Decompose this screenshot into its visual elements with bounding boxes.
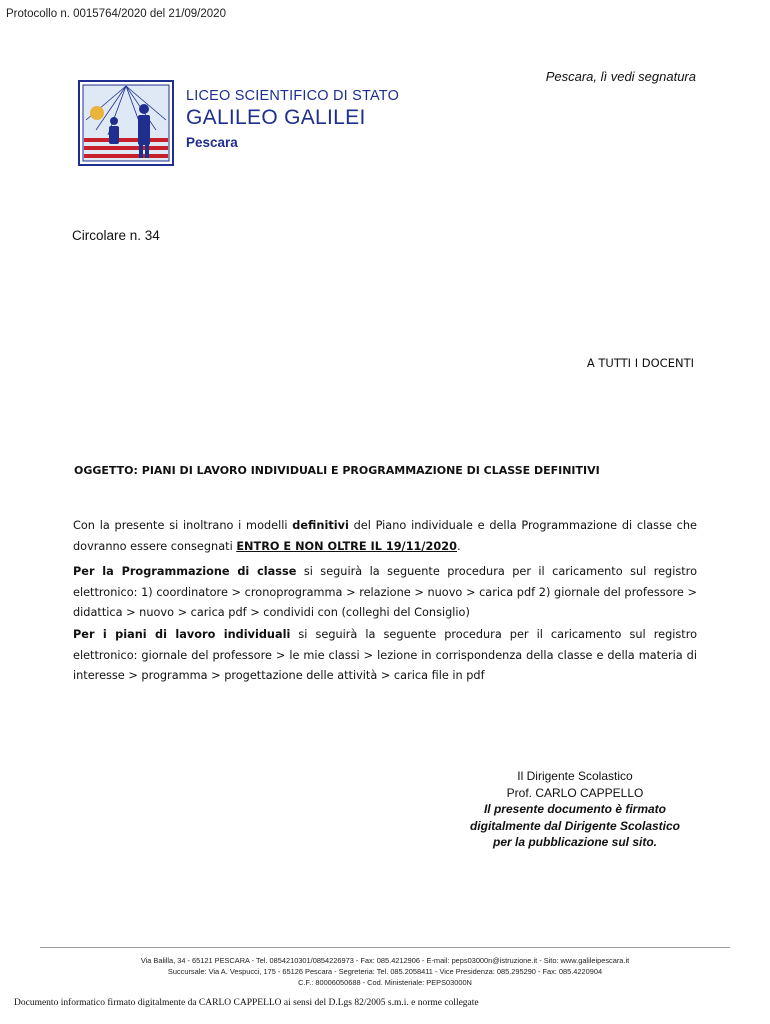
footer	[40, 955, 730, 988]
signature-note-3: per la pubblicazione sul sito.	[492, 835, 658, 849]
recipients: A TUTTI I DOCENTI	[586, 356, 694, 370]
school-crest-icon	[78, 80, 174, 166]
paragraph-individual-plans	[73, 625, 697, 687]
digital-signature-note: Documento informatico firmato digitalmente da CARLO CAPPELLO ai sensi del D.Lgs 82/2005 s.m.i. e norme collegate	[14, 998, 479, 1008]
signature-block	[455, 768, 695, 851]
school-city: Pescara	[186, 135, 238, 150]
footer-line-3: C.F.: 80006050688 - Cod. Ministeriale: PEPS03000N	[298, 978, 472, 987]
p2-text: si seguirà la seguente procedura per il caricamento sul registro elettronico: 1) coordinatore > cronoprogramma > relazione > nuovo > carica pdf 2) giornale del professore > didattica > nuovo > carica pdf > condividi con (colleghi del Consiglio)	[73, 565, 697, 619]
footer-line-2: Succursale: Via A. Vespucci, 175 - 65126 Pescara - Segreteria: Tel. 085.2058411 - Vice Presidenza: 085.295290 - Fax: 085.4220904	[167, 967, 603, 976]
circular-number: Circolare n. 34	[72, 228, 160, 243]
p3-lead: Per i piani di lavoro individuali	[73, 628, 291, 641]
p1-text-a: Con la presente si inoltrano i modelli	[73, 519, 293, 532]
protocol-number: Protocollo n. 0015764/2020 del 21/09/2020	[6, 8, 226, 20]
p1-text-c: del Piano individuale e della Programmazione di classe che dovranno essere consegnati	[73, 519, 697, 553]
p2-lead: Per la Programmazione di classe	[73, 565, 297, 578]
signature-note-2: digitalmente dal Dirigente Scolastico	[469, 818, 681, 833]
p1-deadline: ENTRO E NON OLTRE IL 19/11/2020	[236, 539, 457, 553]
footer-line-1: Via Balilla, 34 - 65121 PESCARA - Tel. 0854210301/0854226973 - Fax: 085.4212906 - E-mail: peps03000n@istruzione.it - Sito: www.galileipescara.it	[140, 956, 630, 965]
paragraph-intro	[73, 516, 697, 557]
signature-note-1: Il presente documento è firmato	[483, 802, 667, 816]
school-name: GALILEO GALILEI	[186, 106, 366, 129]
footer-divider	[40, 947, 730, 948]
signature-role: Il Dirigente Scolastico	[517, 769, 633, 783]
signature-name: Prof. CARLO CAPPELLO	[506, 785, 644, 800]
place-date: Pescara, lì vedi segnatura	[545, 69, 696, 84]
paragraph-class-programming	[73, 562, 697, 624]
p3-text: si seguirà la seguente procedura per il caricamento sul registro elettronico: giornale del professore > le mie classi > lezione in corrispondenza della classe e della materia di interesse > programma > progettazione delle attività > carica file in pdf	[73, 628, 697, 682]
subject: OGGETTO: PIANI DI LAVORO INDIVIDUALI E PROGRAMMAZIONE DI CLASSE DEFINITIVI	[74, 464, 600, 477]
p1-text-e: .	[456, 539, 461, 553]
school-type: LICEO SCIENTIFICO DI STATO	[186, 88, 400, 104]
p1-emphasis: definitivi	[292, 519, 349, 532]
